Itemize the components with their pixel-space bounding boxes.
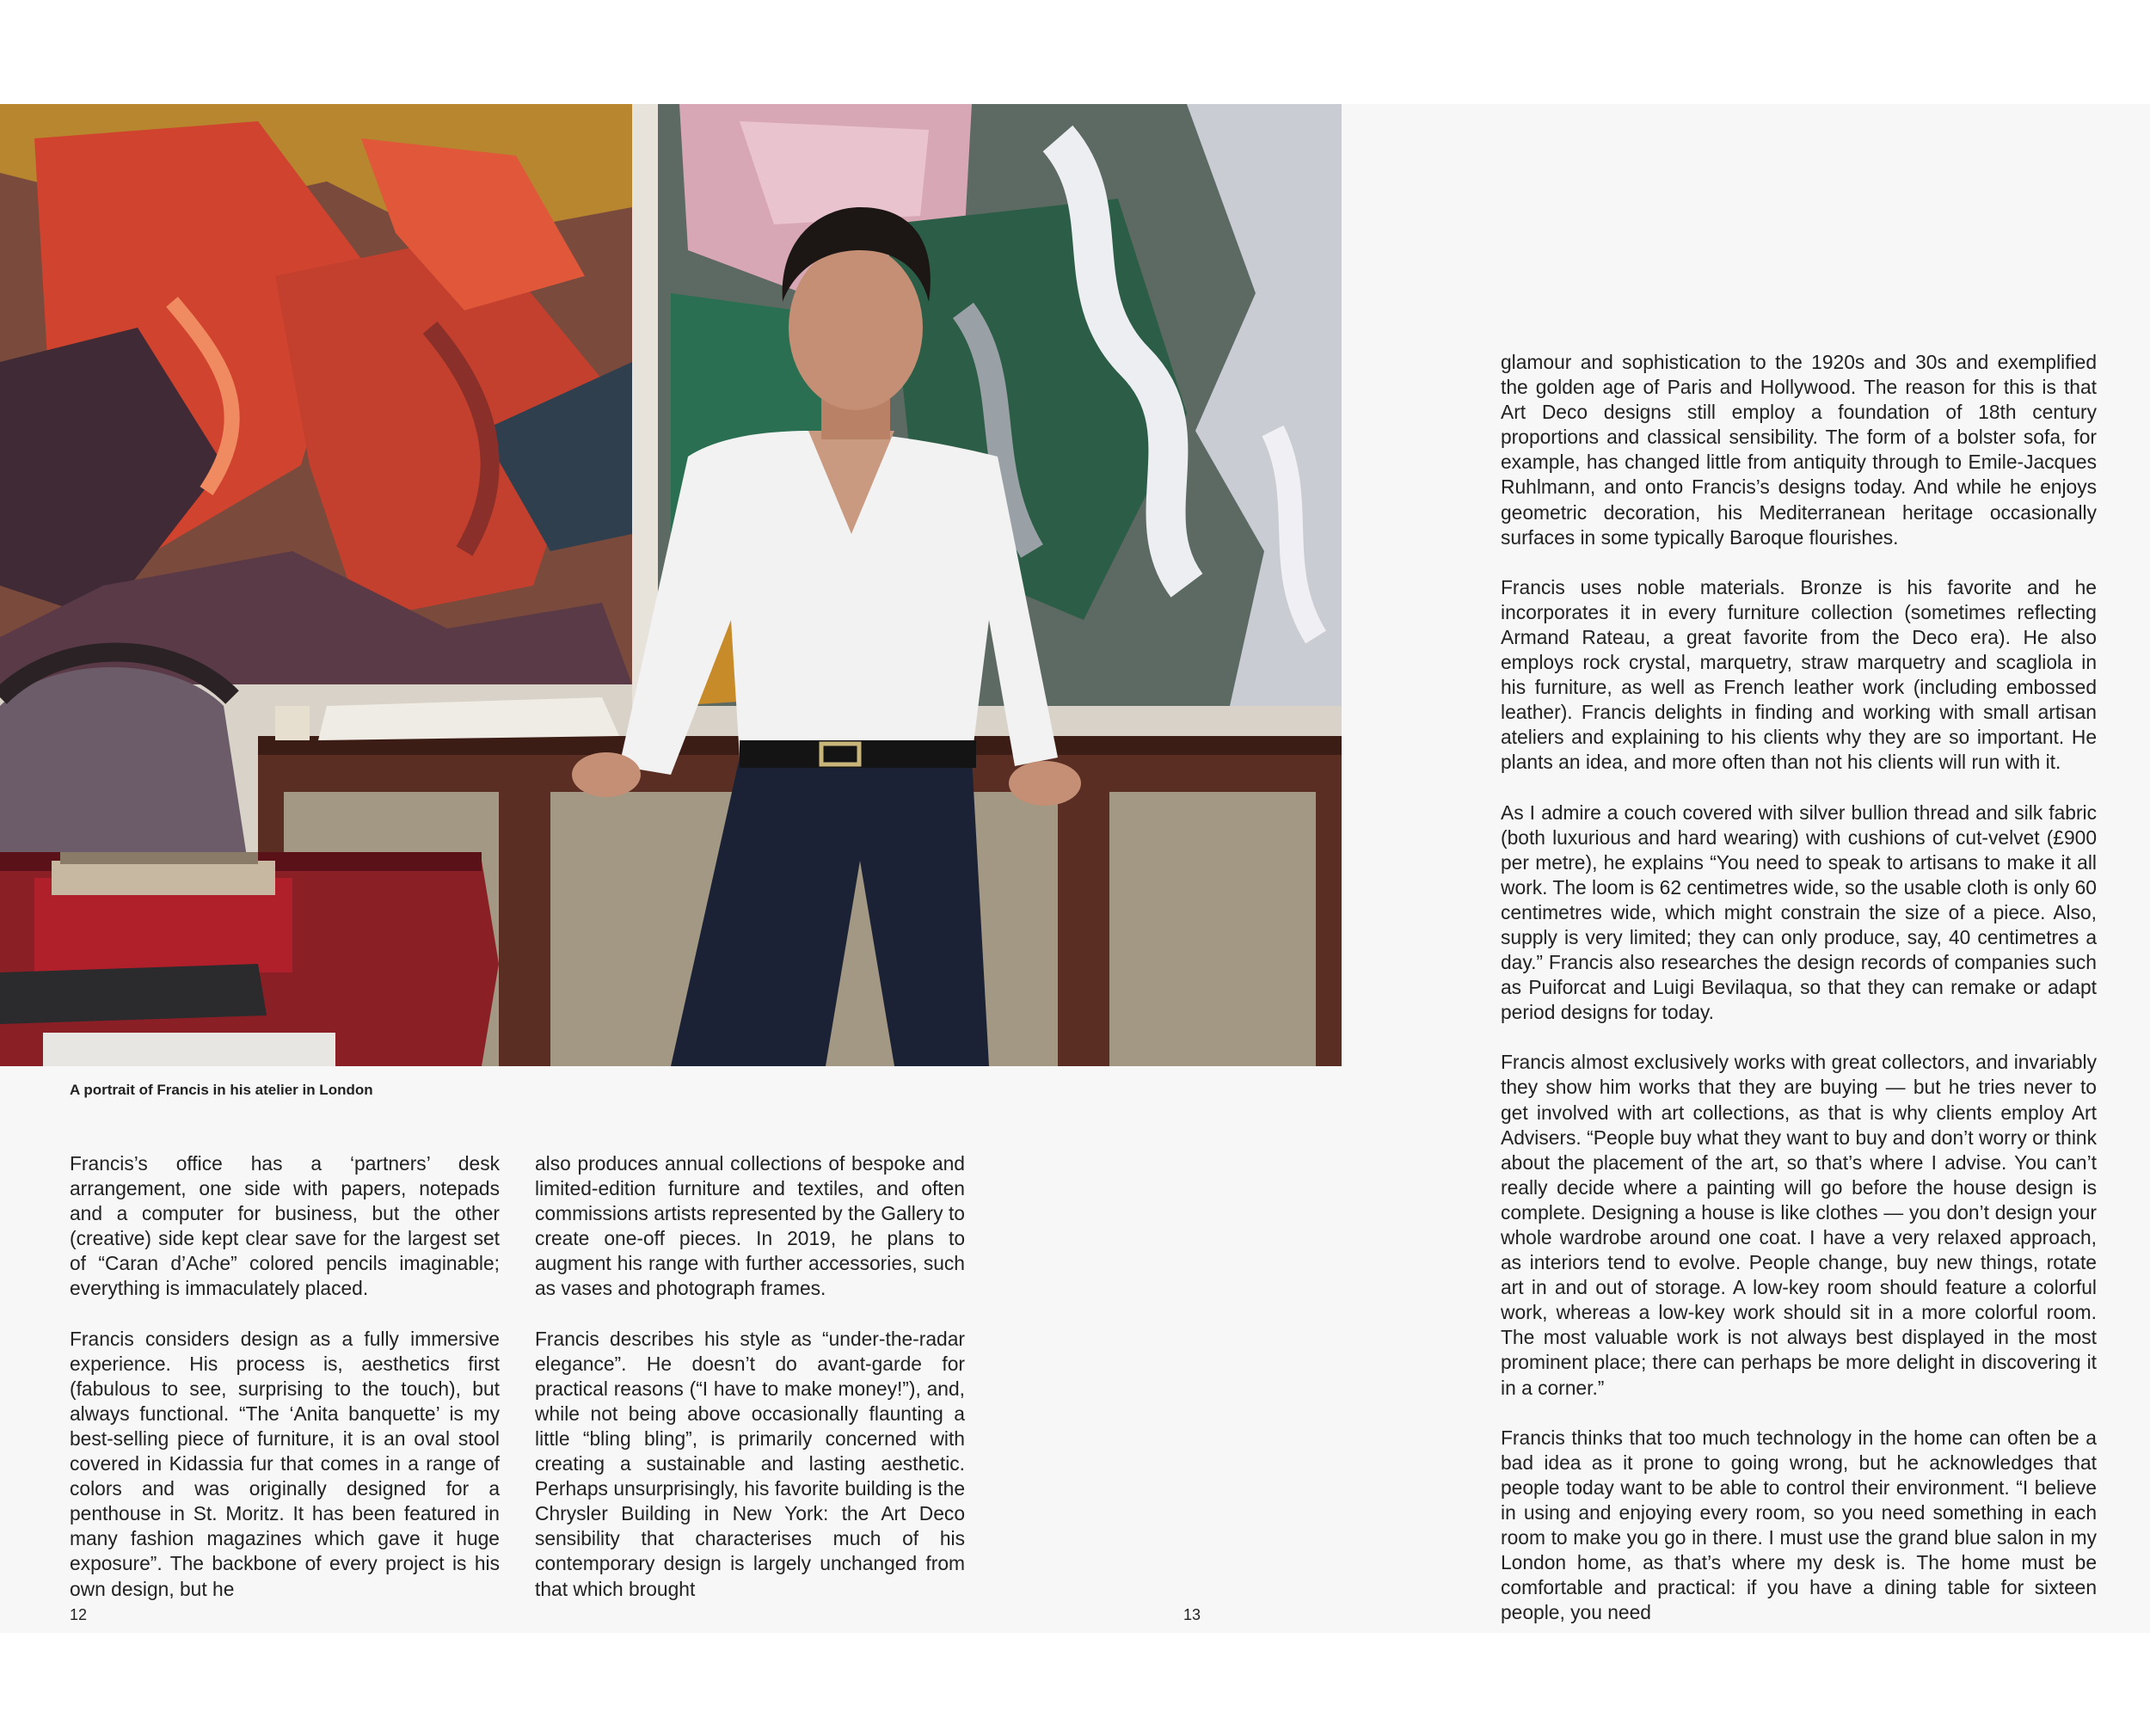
paragraph: As I admire a couch covered with silver bullion thread and silk fabric (both luxurious and hard wearing) with cushions of cut-velvet (£900 per metre), he explains “You need to speak to artisans to make it all work. The loom is 62 centimetres wide, so the usable cloth is only 60 centimetres wide, which might constrain the size of a piece. Also, supply is very limited; they can only produce, say, 40 centimetres a day.” Francis also researches the design records of companies such as Puiforcat and Luigi Bevilaqua, so that they can remake or adapt period designs for today. bbox=[1501, 801, 2097, 1024]
left-painting bbox=[0, 104, 632, 684]
text-column-left bbox=[70, 1151, 500, 1602]
paragraph: Francis uses noble materials. Bronze is his favorite and he incorporates it in every furniture collection (sometimes reflecting Armand Rateau, a great favorite from the Deco era). He also employs rock crystal, marquetry, straw marquetry and scagliola in his furniture, as well as French leather work (including embossed leather). Francis delights in finding and working with small artisan ateliers and explaining to his clients why they are so important. He plants an idea, and more often than not his clients will run with it. bbox=[1501, 575, 2097, 774]
portrait-photo bbox=[0, 104, 1342, 1066]
paragraph: Francis’s office has a ‘partners’ desk arrangement, one side with papers, notepads and a computer for business, but the other (creative) side kept clear save for the largest set of “Caran d’Ache” colored pencils imaginable; everything is immaculately placed. bbox=[70, 1152, 500, 1300]
paragraph: Francis describes his style as “under-the-radar elegance”. He doesn’t do avant-garde for practical reasons (“I have to make money!”), and, while not being above occasionally flaunting a little “bling bling”, is primarily concerned with creating a sustainable and lasting aesthetic. Perhaps unsurprisingly, his favorite building is the Chrysler Building in New York: the Art Deco sensibility that characterises much of his contemporary design is largely unchanged from that which brought bbox=[535, 1327, 965, 1600]
page-number-right: 13 bbox=[1183, 1606, 1201, 1623]
paragraph: Francis almost exclusively works with great collectors, and invariably they show him works that they are buying — but he tries never to get involved with art collections, as that is why clients employ Art Advisers. “People buy what they want to buy and don’t worry or think about the placement of the art, so that’s where I advise. You can’t really decide where a painting will go before the house design is complete. Designing a house is like clothes — you don’t design your whole wardrobe around one coat. I have a very relaxed approach, as interiors tend to evolve. People change, buy new things, rotate art in and out of storage. A low-key room should feature a colorful work, whereas a low-key work should sit in a more colorful room. The most valuable work is not always best displayed in the most prominent place; there can perhaps be more delight in discovering it in a corner.” bbox=[1501, 1051, 2097, 1399]
desk bbox=[0, 852, 499, 1066]
photo-caption: A portrait of Francis in his atelier in London bbox=[70, 1082, 373, 1098]
paragraph: Francis considers design as a fully immersive experience. His process is, aesthetics first (fabulous to see, surprising to the touch), but always functional. “The ‘Anita banquette’ is my best-selling piece of furniture, it is an oval stool covered in Kidassia fur that comes in a range of colors and was originally designed for a penthouse in St. Moritz. It has been featured in many fashion magazines which gave it huge exposure”. The backbone of every project is his own design, but he bbox=[70, 1327, 500, 1600]
paragraph: Francis thinks that too much technology in the home can often be a bad idea as it prone to going wrong, but he acknowledges that people today want to be able to control their environment. “I believe in using and enjoying every room, so you need something in each room to make you go in there. I must use the grand blue salon in my London home, as that’s where my desk is. The home must be comfortable and practical: if you have a dining table for sixteen people, you need bbox=[1501, 1426, 2097, 1624]
paragraph: also produces annual collections of bespoke and limited-edition furniture and textiles, and often commissions artists represented by the Gallery to create one-off pieces. In 2019, he plans to augment his range with further accessories, such as vases and photograph frames. bbox=[535, 1152, 965, 1300]
text-column-middle bbox=[535, 1151, 965, 1602]
page-number-left: 12 bbox=[70, 1606, 88, 1623]
text-column-right bbox=[1501, 350, 2097, 1625]
magazine-spread bbox=[0, 104, 2150, 1633]
paragraph: glamour and sophistication to the 1920s and 30s and exemplified the golden age of Paris and Hollywood. The reason for this is that Art Deco designs still employ a foundation of 18th century proportions and classical sensibility. The form of a bolster sofa, for example, has changed little from antiquity through to Emile-Jacques Ruhlmann, and onto Francis’s designs today. And while he enjoys geometric decoration, his Mediterranean heritage occasionally surfaces in some typically Baroque flourishes. bbox=[1501, 351, 2097, 549]
